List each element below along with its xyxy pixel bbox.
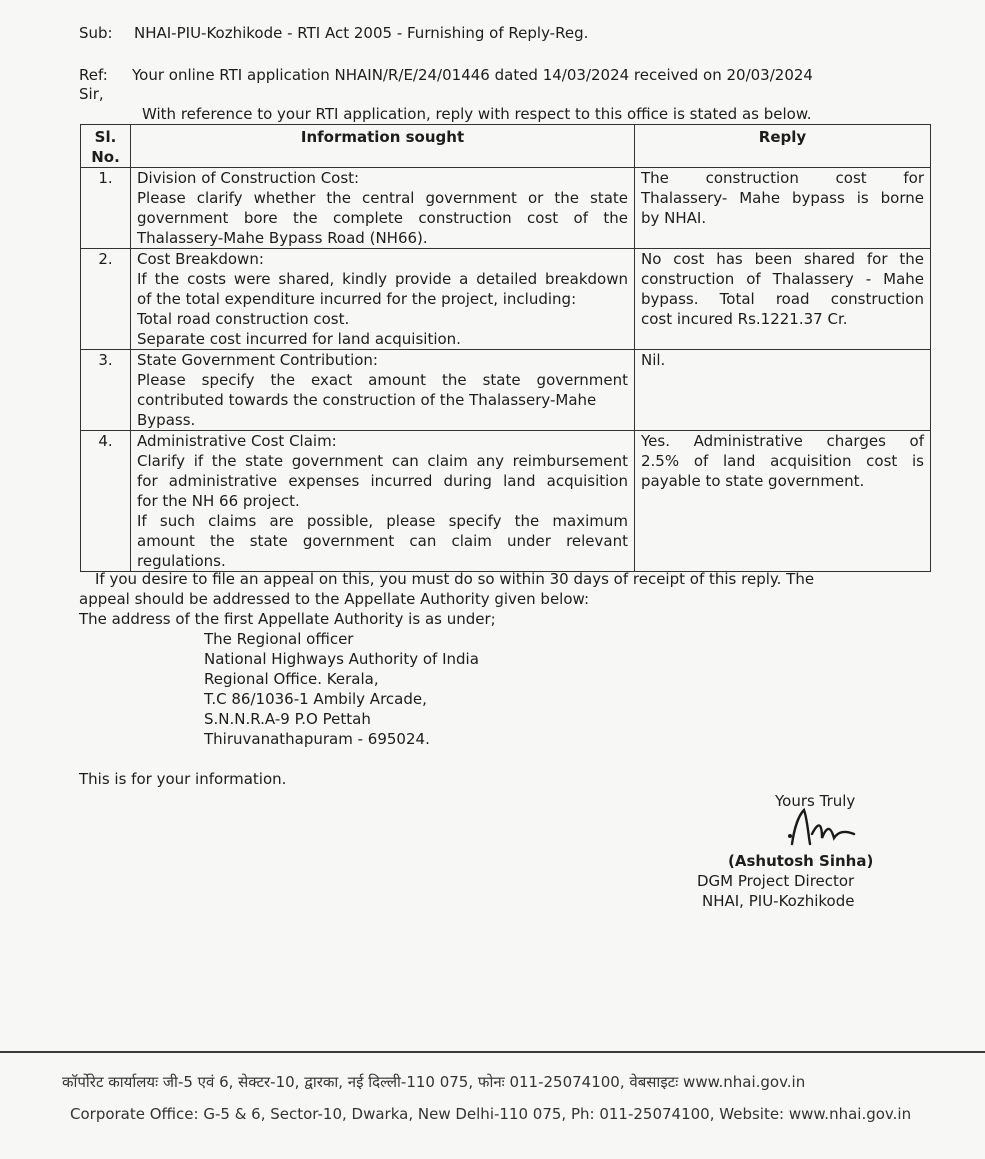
rti-reply-table (80, 124, 931, 572)
reply-line: The construction cost for (641, 169, 924, 187)
address-line: Regional Office. Kerala, (204, 670, 379, 688)
table-row (81, 249, 931, 350)
info-line: Clarify if the state government can claim any reimbursement (137, 452, 628, 470)
appeal-line: appeal should be addressed to the Appellate Authority given below: (79, 590, 590, 608)
info-line: Separate cost incurred for land acquisition. (137, 330, 461, 348)
address-line: Thiruvanathapuram - 695024. (204, 730, 430, 748)
address-line: The Regional officer (204, 630, 354, 648)
row-number: 4. (81, 431, 131, 572)
info-line: Total road construction cost. (137, 310, 350, 328)
reply-line: construction of Thalassery - Mahe (641, 270, 924, 288)
appeal-line: If you desire to file an appeal on this, you must do so within 30 days of receipt of this reply. The (95, 570, 815, 588)
info-line: for administrative expenses incurred during land acquisition (137, 472, 628, 490)
subject-label: Sub: (79, 24, 113, 42)
table-row (81, 168, 931, 249)
row-number: 2. (81, 249, 131, 350)
info-line: contributed towards the construction of the Thalassery-Mahe (137, 391, 597, 409)
info-line: Please specify the exact amount the state government (137, 371, 628, 389)
appellate-address (204, 629, 479, 749)
reply-line: cost incured Rs.1221.37 Cr. (641, 310, 848, 328)
reply-cell (635, 168, 931, 249)
reply-line: payable to state government. (641, 472, 865, 490)
info-line: for the NH 66 project. (137, 492, 300, 510)
information-sought (131, 350, 635, 431)
row-number: 1. (81, 168, 131, 249)
closing-info-line: This is for your information. (79, 770, 287, 788)
yours-truly: Yours Truly (775, 792, 856, 810)
reply-cell (635, 350, 931, 431)
info-line: Bypass. (137, 411, 196, 429)
table-row (81, 431, 931, 572)
table-row (81, 350, 931, 431)
information-sought (131, 168, 635, 249)
reply-cell (635, 249, 931, 350)
footer-english-address: Corporate Office: G-5 & 6, Sector-10, Dwarka, New Delhi-110 075, Ph: 011-25074100, Website: www.nhai.gov.in (70, 1105, 912, 1123)
info-line: government bore the complete construction cost of the (137, 209, 628, 227)
signatory-office: NHAI, PIU-Kozhikode (702, 892, 855, 910)
reply-line: 2.5% of land acquisition cost is (641, 452, 924, 470)
intro-paragraph: With reference to your RTI application, reply with respect to this office is stated as below. (142, 105, 812, 123)
reply-line: Yes. Administrative charges of (641, 432, 924, 450)
info-line: Thalassery-Mahe Bypass Road (NH66). (137, 229, 428, 247)
reference-text: Your online RTI application NHAIN/R/E/24/01446 dated 14/03/2024 received on 20/03/2024 (132, 66, 813, 84)
info-line: If the costs were shared, kindly provide a detailed breakdown (137, 270, 628, 288)
information-sought (131, 431, 635, 572)
header-reply: Reply (635, 125, 931, 168)
handwritten-signature (778, 808, 862, 850)
salutation: Sir, (79, 85, 104, 103)
information-sought (131, 249, 635, 350)
reply-line: No cost has been shared for the (641, 250, 924, 268)
header-sl-no: Sl. No. (81, 125, 131, 168)
info-line: Please clarify whether the central government or the state (137, 189, 628, 207)
info-line: Cost Breakdown: (137, 250, 264, 268)
appeal-paragraph (79, 569, 869, 629)
info-line: Division of Construction Cost: (137, 169, 360, 187)
info-line: regulations. (137, 552, 226, 570)
signatory-name: (Ashutosh Sinha) (728, 852, 874, 870)
info-line: of the total expenditure incurred for the project, including: (137, 290, 577, 308)
header-information-sought: Information sought (131, 125, 635, 168)
address-line: T.C 86/1036-1 Ambily Arcade, (204, 690, 427, 708)
appeal-line: The address of the first Appellate Authority is as under; (79, 610, 496, 628)
reference-label: Ref: (79, 66, 108, 84)
reply-cell (635, 431, 931, 572)
address-line: S.N.N.R.A-9 P.O Pettah (204, 710, 371, 728)
reply-line: Thalassery- Mahe bypass is borne (641, 189, 924, 207)
footer-divider (0, 1051, 985, 1053)
address-line: National Highways Authority of India (204, 650, 479, 668)
info-line: State Government Contribution: (137, 351, 378, 369)
row-number: 3. (81, 350, 131, 431)
info-line: If such claims are possible, please specify the maximum (137, 512, 628, 530)
reply-line: Nil. (641, 351, 666, 369)
info-line: amount the state government can claim under relevant (137, 532, 628, 550)
subject-text: NHAI-PIU-Kozhikode - RTI Act 2005 - Furnishing of Reply-Reg. (134, 24, 589, 42)
footer-hindi-address: कॉर्पोरेट कार्यालयः जी-5 एवं 6, सेक्टर-10, द्वारका, नई दिल्ली-110 075, फोनः 011-25074100, वेबसाइटः www.nhai.gov.in (62, 1073, 806, 1091)
reply-line: by NHAI. (641, 209, 707, 227)
signatory-designation: DGM Project Director (697, 872, 855, 890)
info-line: Administrative Cost Claim: (137, 432, 337, 450)
reply-line: bypass. Total road construction (641, 290, 924, 308)
